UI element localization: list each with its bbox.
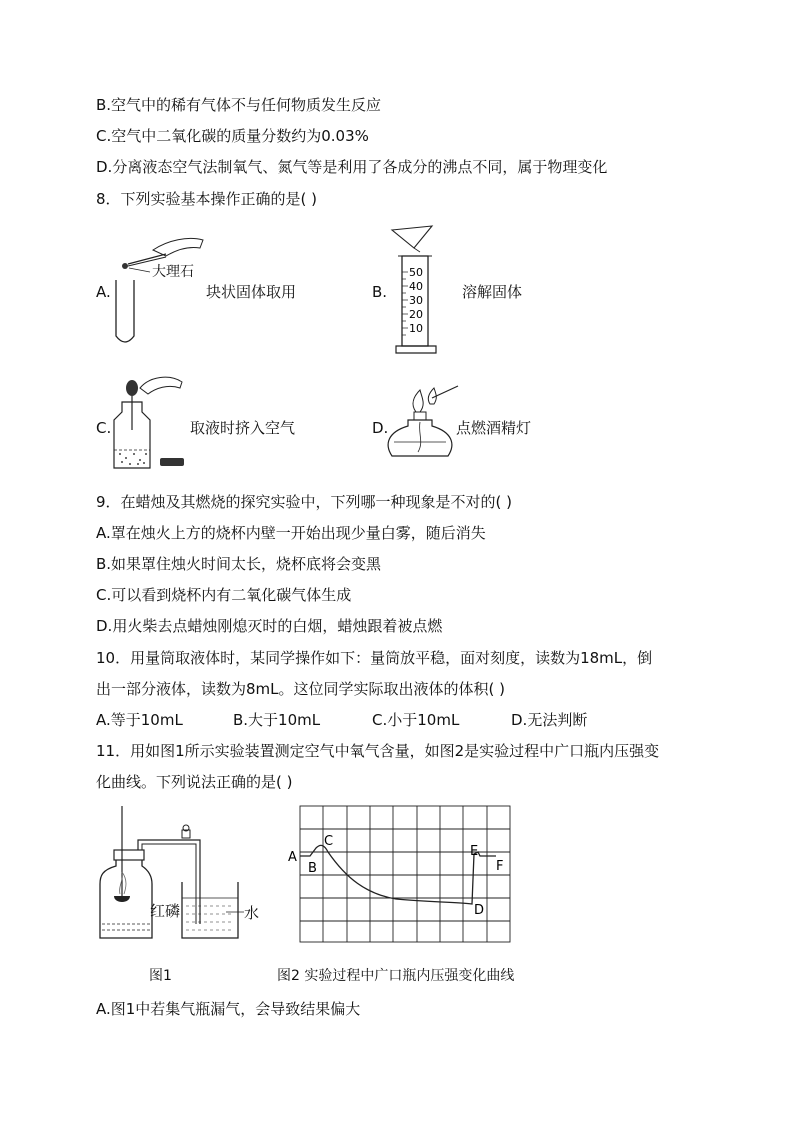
cylinder-tick-label: 10 (409, 322, 423, 335)
paper-funnel-icon (392, 226, 432, 248)
cylinder-tick-label: 30 (409, 294, 423, 307)
cylinder-tick-label: 40 (409, 280, 423, 293)
curve-point-label: B (308, 861, 317, 876)
q11-stem-line-2: 化曲线。下列说法正确的是( ) (96, 773, 293, 791)
q8-option-a-letter: A. (96, 283, 111, 301)
curve-point-label: F (496, 859, 504, 874)
q11-stem-line-1: 11．用如图1所示实验装置测定空气中氧气含量，如图2是实验过程中广口瓶内压强变 (96, 742, 660, 760)
combustion-spoon-icon (114, 896, 130, 902)
q8-b-figure (392, 222, 454, 357)
flame-icon (413, 390, 423, 412)
curve-point-label: D (474, 903, 485, 918)
q9-option-b: B.如果罩住烛火时间太长，烧杯底将会变黑 (96, 555, 382, 573)
q9-option-d: D.用火柴去点蜡烛刚熄灭时的白烟，蜡烛跟着被点燃 (96, 617, 443, 635)
stopper-icon (160, 458, 184, 466)
marble-piece (122, 263, 128, 269)
q11-option-a: A.图1中若集气瓶漏气，会导致结果偏大 (96, 1000, 361, 1018)
cylinder-tick-label: 20 (409, 308, 423, 321)
q10-stem-line-1: 10．用量筒取液体时，某同学操作如下：量筒放平稳，面对刻度，读数为18mL，倒 (96, 649, 653, 667)
hand-icon (140, 377, 182, 394)
q8-d-figure (388, 382, 462, 472)
q8-a-label: 大理石 (152, 264, 194, 280)
fig2-caption: 图2 实验过程中广口瓶内压强变化曲线 (277, 968, 515, 984)
curve-point-label: E (470, 844, 479, 859)
q7-option-b: B.空气中的稀有气体不与任何物质发生反应 (96, 96, 382, 114)
dropper-bulb-icon (126, 380, 138, 396)
stopper-icon (114, 850, 144, 860)
curve-point-label: C (324, 834, 334, 849)
pressure-chart-grid (300, 806, 510, 942)
q8-option-d-caption: 点燃酒精灯 (456, 419, 532, 437)
fig1-label-water: 水 (244, 904, 260, 922)
q8-option-d-letter: D. (372, 419, 389, 437)
q10-option-a: A.等于10mL (96, 711, 183, 729)
q9-stem: 9．在蜡烛及其燃烧的探究实验中，下列哪一种现象是不对的( ) (96, 493, 513, 511)
q10-option-d: D.无法判断 (511, 711, 588, 729)
q11-figure-1 (98, 806, 260, 946)
beaker-icon (182, 882, 238, 938)
q10-stem-line-2: 出一部分液体，读数为8mL。这位同学实际取出液体的体积( ) (96, 680, 505, 698)
q9-option-c: C.可以看到烧杯内有二氧化碳气体生成 (96, 586, 352, 604)
q8-option-b-letter: B. (372, 283, 388, 301)
q9-option-a: A.罩在烛火上方的烧杯内壁一开始出现少量白雾，随后消失 (96, 524, 486, 542)
tweezers-icon (128, 254, 166, 264)
q10-option-b: B.大于10mL (233, 711, 321, 729)
q8-a-figure (108, 228, 218, 350)
curve-point-label: A (288, 850, 297, 865)
fig1-label-red-phosphorus: 红磷 (150, 902, 181, 920)
hand-icon (153, 238, 203, 256)
q8-option-b-caption: 溶解固体 (462, 283, 523, 301)
fig1-caption: 图1 (149, 968, 172, 984)
q7-option-d: D.分离液态空气法制氧气、氮气等是利用了各成分的沸点不同，属于物理变化 (96, 158, 608, 176)
q7-option-c: C.空气中二氧化碳的质量分数约为0.03% (96, 127, 369, 145)
q8-stem: 8．下列实验基本操作正确的是( ) (96, 190, 318, 208)
q11-figure-2 (286, 804, 516, 946)
q8-option-c-caption: 取液时挤入空气 (190, 419, 296, 437)
test-tube-icon (116, 280, 134, 342)
q8-option-c-letter: C. (96, 419, 112, 437)
cylinder-tick-label: 50 (409, 266, 423, 279)
q8-option-a-caption: 块状固体取用 (206, 283, 297, 301)
q10-option-c: C.小于10mL (372, 711, 460, 729)
q8-c-figure (110, 368, 190, 478)
